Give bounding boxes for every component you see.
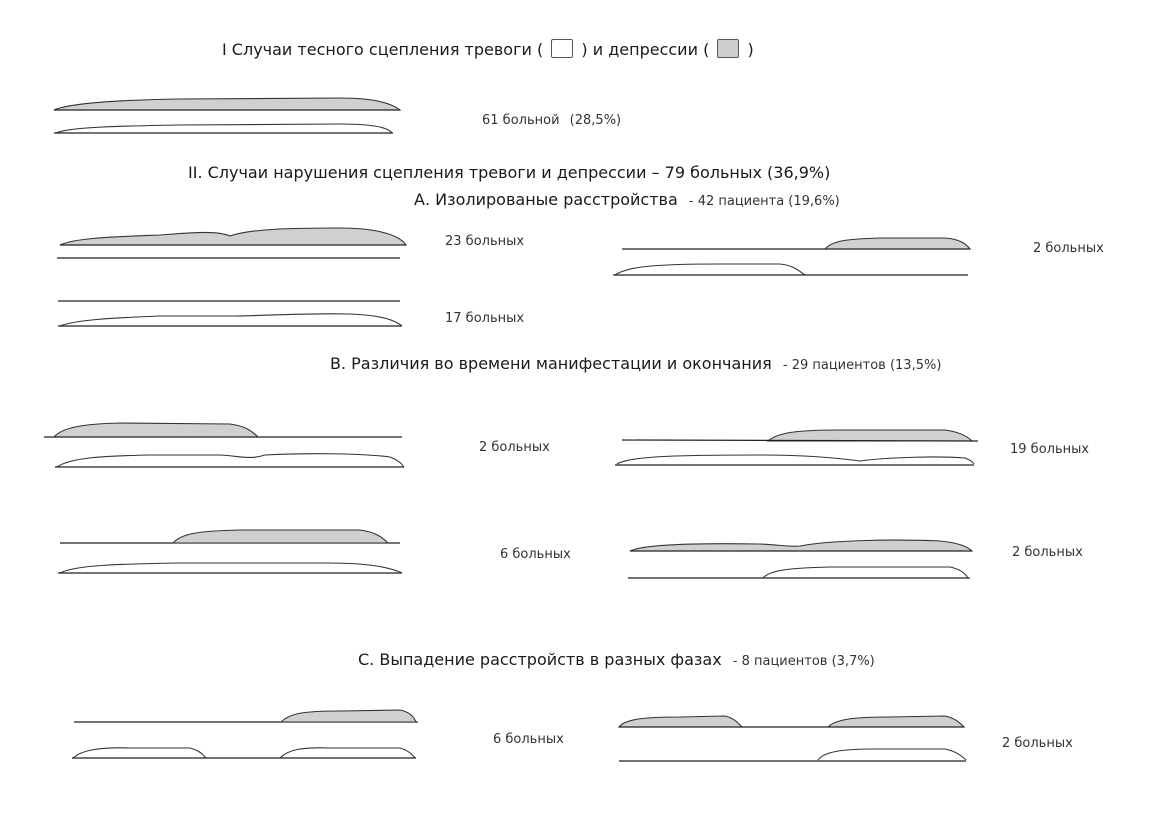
section-b-stat: - 29 пациентов (13,5%) (782, 358, 942, 373)
title-text: I Случаи тесного сцепления тревоги ( (222, 40, 544, 59)
diagram-c1 (72, 710, 418, 758)
count-a2: 2 больных (1033, 241, 1104, 256)
diagram-b1 (44, 423, 404, 467)
section2-heading: II. Случаи нарушения сцепления тревоги и депрессии – 79 больных (36,9%) (188, 163, 831, 182)
diagram-c2 (619, 716, 966, 761)
section-b-title: В. Различия во времени манифестации и окончания (330, 354, 772, 373)
count-c1: 6 больных (493, 732, 564, 747)
depression-episode (54, 98, 400, 110)
diagram-a2 (613, 238, 970, 275)
section1-percent: (28,5%) (569, 113, 622, 128)
section1-count: 61 больной (482, 113, 560, 128)
diagram-b4 (628, 540, 972, 578)
anxiety-episode (56, 124, 392, 133)
title-end-text: ) (747, 40, 754, 59)
diagram-b3 (58, 530, 402, 573)
count-a3: 17 больных (445, 311, 525, 326)
count-b3: 6 больных (500, 547, 571, 562)
section-a-title: А. Изолированые расстройства (414, 190, 678, 209)
title-mid-text: ) и депрессии ( (581, 40, 710, 59)
diagram-a3 (58, 301, 402, 326)
count-b1: 2 больных (479, 440, 550, 455)
section-a-stat: - 42 пациента (19,6%) (688, 194, 840, 209)
count-b2: 19 больных (1010, 442, 1090, 457)
count-b4: 2 больных (1012, 545, 1083, 560)
diagram-b2 (615, 430, 978, 465)
diagram-section1 (54, 98, 400, 133)
diagram-a1 (57, 228, 406, 258)
section-c-stat: - 8 пациентов (3,7%) (732, 654, 875, 669)
count-a1: 23 больных (445, 234, 525, 249)
count-c2: 2 больных (1002, 736, 1073, 751)
section-c-title: С. Выпадение расстройств в разных фазах (358, 650, 722, 669)
